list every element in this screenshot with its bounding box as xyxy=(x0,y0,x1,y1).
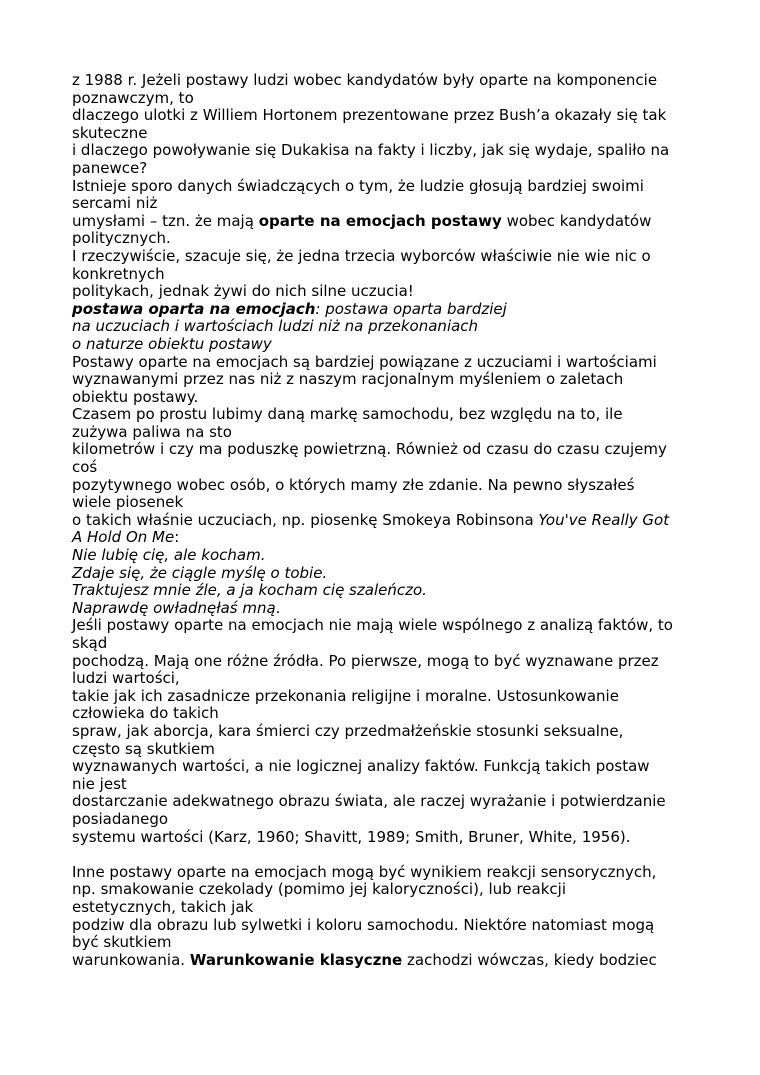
text-line: konkretnych xyxy=(72,264,165,283)
text-line: systemu wartości (Karz, 1960; Shavitt, 1989; Smith, Bruner, White, 1956). xyxy=(72,827,631,846)
text-line: pochodzą. Mają one różne źródła. Po pierwsze, mogą to być wyznawane przez xyxy=(72,651,659,670)
text-line xyxy=(72,952,692,970)
text-line: np. smakowanie czekolady (pomimo jej kaloryczności), lub reakcji xyxy=(72,880,566,899)
definition-term: postawa oparta na emocjach xyxy=(72,299,316,318)
text-line: I rzeczywiście, szacuje się, że jedna trzecia wyborców właściwie nie wie nic o xyxy=(72,246,651,265)
document-page xyxy=(72,72,692,969)
text-line: Jeśli postawy oparte na emocjach nie mają wiele wspólnego z analizą faktów, to xyxy=(72,616,673,635)
text-line: z 1988 r. Jeżeli postawy ludzi wobec kandydatów były oparte na komponencie xyxy=(72,71,658,89)
text-span: zachodzi wówczas, kiedy bodziec xyxy=(402,950,657,969)
definition-line xyxy=(72,336,692,354)
paragraph-gap xyxy=(72,846,692,864)
text-span: wobec kandydatów xyxy=(501,211,652,230)
text-line: coś xyxy=(72,458,98,477)
text-line xyxy=(72,213,692,231)
text-line: wiele piosenek xyxy=(72,493,184,512)
text-line: Inne postawy oparte na emocjach mogą być wynikiem reakcji sensorycznych, xyxy=(72,862,657,881)
text-line: być skutkiem xyxy=(72,933,172,952)
text-line xyxy=(72,529,692,547)
lyric-line: Zdaje się, że ciągle myślę o tobie. xyxy=(72,563,328,582)
text-line: człowieka do takich xyxy=(72,704,219,723)
text-line: posiadanego xyxy=(72,809,169,828)
text-line: politykach, jednak żywi do nich silne uczucia! xyxy=(72,282,414,301)
song-title: You've Really Got xyxy=(538,510,670,529)
text-line: pozytywnego wobec osób, o których mamy złe zdanie. Na pewno słyszałeś xyxy=(72,475,635,494)
text-line: Postawy oparte na emocjach są bardziej powiązane z uczuciami i wartościami xyxy=(72,352,657,371)
text-span: o takich właśnie uczuciach, np. piosenkę Smokeya Robinsona xyxy=(72,510,539,529)
text-line: ludzi wartości, xyxy=(72,669,180,688)
text-line: obiektu postawy. xyxy=(72,387,199,406)
text-line xyxy=(72,512,692,530)
text-line: estetycznych, takich jak xyxy=(72,897,254,916)
lyric-line: Nie lubię cię, ale kocham. xyxy=(72,546,266,565)
definition-line xyxy=(72,301,692,319)
text-line: takie jak ich zasadnicze przekonania religijne i moralne. Ustosunkowanie xyxy=(72,686,619,705)
definition-text: na uczuciach i wartościach ludzi niż na przekonaniach xyxy=(72,317,479,336)
text-line: politycznych. xyxy=(72,229,171,248)
lyric-line: Traktujesz mnie źle, a ja kocham cię szaleńczo. xyxy=(72,581,427,600)
definition-text: o naturze obiektu postawy xyxy=(72,334,272,353)
text-line: Czasem po prostu lubimy daną markę samochodu, bez względu na to, ile xyxy=(72,405,623,424)
definition-line xyxy=(72,318,692,336)
text-line: poznawczym, to xyxy=(72,88,194,107)
text-line: spraw, jak aborcja, kara śmierci czy przedmałżeńskie stosunki seksualne, xyxy=(72,721,624,740)
song-title: A Hold On Me xyxy=(72,528,175,547)
text-line: kilometrów i czy ma poduszkę powietrzną. Również od czasu do czasu czujemy xyxy=(72,440,667,459)
text-line: wyznawanych wartości, a nie logicznej analizy faktów. Funkcją takich postaw xyxy=(72,757,650,776)
text-line: często są skutkiem xyxy=(72,739,215,758)
text-line: dostarczanie adekwatnego obrazu świata, ale raczej wyrażanie i potwierdzanie xyxy=(72,792,666,811)
text-line: panewce? xyxy=(72,158,148,177)
text-line: nie jest xyxy=(72,774,127,793)
text-line: sercami niż xyxy=(72,194,158,213)
lyric-line: Naprawdę owładnęłaś mną. xyxy=(72,598,281,617)
bold-term: Warunkowanie klasyczne xyxy=(189,950,403,969)
text-line: zużywa paliwa na sto xyxy=(72,422,232,441)
text-line: podziw dla obrazu lub sylwetki i koloru samochodu. Niektóre natomiast mogą xyxy=(72,915,655,934)
text-line: skuteczne xyxy=(72,123,148,142)
text-line: skąd xyxy=(72,634,108,652)
text-line: dlaczego ulotki z Williem Hortonem prezentowane przez Bush’a okazały się tak xyxy=(72,106,667,125)
text-span: warunkowania. xyxy=(72,950,190,969)
bold-term: oparte na emocjach postawy xyxy=(258,211,502,230)
text-span: umysłami – tzn. że mają xyxy=(72,211,259,230)
text-span: : xyxy=(174,528,180,547)
definition-text: : postawa oparta bardziej xyxy=(315,299,507,318)
text-line: i dlaczego powoływanie się Dukakisa na fakty i liczby, jak się wydaje, spaliło na xyxy=(72,141,670,160)
text-line: wyznawanymi przez nas niż z naszym racjonalnym myśleniem o zaletach xyxy=(72,370,624,389)
text-line: Istnieje sporo danych świadczących o tym, że ludzie głosują bardziej swoimi xyxy=(72,176,644,195)
